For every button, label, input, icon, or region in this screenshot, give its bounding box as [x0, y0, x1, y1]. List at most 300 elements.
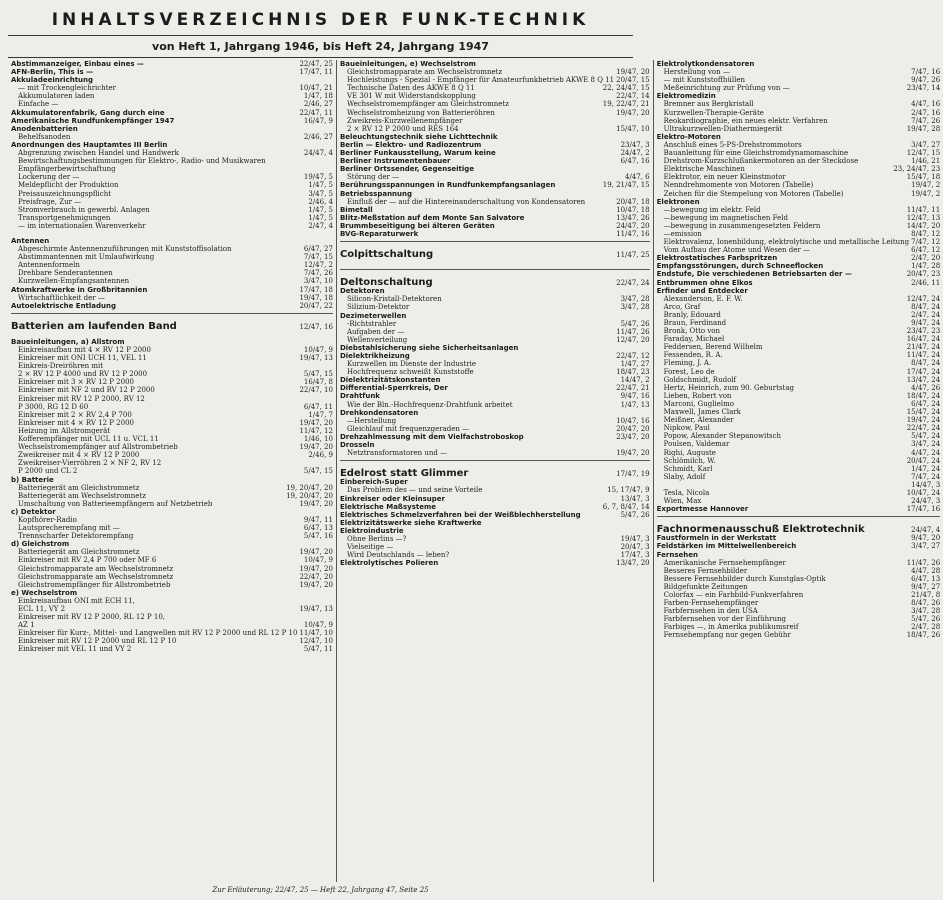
index-heading — [340, 287, 650, 295]
entry-reference: 9/47, 27 — [911, 582, 941, 591]
entry-text: Amerikanische Fernsehempfänger — [663, 558, 786, 567]
index-column-3 — [654, 60, 943, 882]
entry-reference: 14/47, 2 — [620, 376, 650, 385]
entry-reference: 13/47, 26 — [616, 213, 650, 222]
entry-text: Exportmesse Hannover — [656, 505, 749, 514]
spacer — [11, 331, 333, 338]
index-subentry — [340, 535, 650, 543]
title-rule-top — [8, 35, 633, 36]
entry-text: Elektronen — [656, 197, 700, 206]
entry-reference: 12/47, 20 — [616, 335, 650, 344]
index-subentry — [340, 100, 650, 108]
entry-reference: 17/47, 16 — [906, 505, 941, 514]
entry-text: Besseres Fernsehbilder — [663, 566, 748, 575]
index-subentry — [657, 84, 941, 92]
index-heading — [657, 287, 941, 295]
entry-text: Behelfsanoden — [18, 132, 71, 141]
index-subentry — [657, 327, 941, 335]
index-subentry — [657, 246, 941, 254]
entry-text: Lautsprecherempfang mit — — [18, 524, 120, 533]
entry-reference: 19/47, 18 — [299, 293, 333, 302]
index-subentry — [657, 384, 941, 392]
entry-text: Kofferempfänger mit UCL 11 u. VCL 11 — [18, 435, 159, 444]
entry-text: — mit Trockengleichrichter — [18, 84, 117, 93]
index-subentry — [657, 368, 941, 376]
entry-text: —bewegung in zusammengesetzten Feldern — [663, 221, 821, 230]
index-heading — [657, 92, 941, 100]
index-subentry — [340, 360, 650, 368]
entry-text: Kurzwellen im Dienste der Industrie — [346, 360, 477, 369]
entry-text: —Herstellung — [346, 416, 397, 425]
entry-reference: 2/47, 28 — [911, 623, 941, 632]
entry-text: Drehkondensatoren — [339, 408, 419, 417]
index-heading — [340, 157, 650, 165]
entry-reference: 8/47, 12 — [911, 229, 941, 238]
index-subentry — [11, 411, 333, 419]
entry-reference: 22/47, 12 — [616, 352, 650, 360]
entry-reference: 10/47, 21 — [299, 84, 333, 93]
index-heading — [11, 76, 333, 84]
index-heading — [11, 302, 333, 310]
index-subentry — [657, 376, 941, 384]
entry-reference: 3/47, 5 — [308, 189, 333, 198]
index-subentry — [657, 303, 941, 311]
entry-reference: 1/47, 5 — [308, 213, 333, 222]
entry-text: Trennscharfer Detektorempfang — [18, 532, 134, 541]
index-heading — [340, 519, 650, 527]
entry-reference: 19/47, 20 — [299, 564, 333, 573]
entry-text: Drehzahlmessung mit dem Vielfachstroboskop — [339, 432, 524, 441]
entry-text: Dielektrizitätskonstanten — [339, 376, 441, 385]
entry-text: Differential-Sperrkreis, Der — [339, 384, 448, 393]
index-heading — [340, 141, 650, 149]
entry-text: Zweikreiser-Vierröhren 2 × NF 2, RV 12 — [18, 459, 162, 468]
index-heading — [657, 526, 941, 534]
index-subentry — [11, 100, 333, 108]
entry-text: Feldstärken im Mittelwellenbereich — [656, 542, 797, 551]
entry-reference: 11/47, 10 — [299, 629, 333, 638]
entry-reference: 23, 24/47, 23 — [893, 165, 941, 174]
index-subentry — [11, 395, 333, 403]
entry-text: Gleichstromapparate am Wechselstromnetz — [18, 564, 174, 573]
index-subentry — [11, 629, 333, 637]
entry-reference: 6/47, 12 — [911, 246, 941, 255]
entry-text: Berührungsspannungen in Rundfunkempfangsanlagen — [339, 181, 556, 190]
entry-reference: 3/47, 24 — [911, 440, 941, 449]
entry-text: Colorfax — ein Farbbild-Funkverfahren — [663, 591, 804, 599]
entry-reference: 22, 24/47, 15 — [602, 84, 650, 93]
index-subentry — [340, 125, 650, 133]
index-subentry — [11, 621, 333, 629]
entry-text: Gleichstromapparate am Wechselstromnetz — [346, 68, 503, 77]
entry-reference: 19/47, 13 — [299, 605, 333, 613]
index-heading — [11, 68, 333, 76]
entry-reference: 20/47, 22 — [299, 301, 333, 310]
index-heading — [657, 262, 941, 270]
entry-text: Empfangsstörungen, durch Schneeflocken — [656, 262, 824, 271]
entry-text: Anodenbatterien — [11, 124, 78, 133]
entry-reference: 17/47, 24 — [906, 367, 941, 376]
entry-reference: 17/47, 19 — [616, 470, 650, 479]
index-subentry — [11, 133, 333, 141]
index-subentry — [11, 467, 333, 475]
entry-reference: 13/47, 24 — [906, 375, 941, 384]
entry-text: Akkuladeeinrichtung — [11, 76, 94, 85]
entry-reference: 3/47, 10 — [303, 277, 333, 286]
index-heading — [657, 270, 941, 278]
entry-reference: 9/47, 20 — [911, 534, 941, 543]
entry-text: Elektrisches Schmelzverfahren bei der Weißblechherstellung — [339, 510, 581, 519]
index-subentry — [340, 173, 650, 181]
entry-text: Einkreiser mit RV 12 P 2000 und RL 12 P 10 — [18, 637, 177, 646]
entry-text: Popow, Alexander Stepanowitsch — [663, 432, 782, 441]
index-subentry — [11, 532, 333, 540]
index-subentry — [340, 76, 650, 84]
index-subentry — [11, 516, 333, 524]
entry-reference: 7/47, 16 — [911, 68, 941, 77]
entry-reference: 2/47, 20 — [911, 254, 941, 263]
index-subentry — [11, 419, 333, 427]
index-subentry — [340, 449, 650, 457]
entry-reference: 19/47, 20 — [299, 418, 333, 427]
entry-text: Einkreiser oder Kleinsuper — [339, 494, 445, 503]
index-heading — [11, 338, 333, 346]
entry-reference: 10/47, 9 — [303, 621, 333, 630]
index-subentry — [11, 149, 333, 157]
index-subentry — [11, 245, 333, 253]
index-subentry — [657, 567, 941, 575]
index-heading — [340, 352, 650, 360]
entry-reference: 19, 20/47, 20 — [286, 483, 333, 492]
entry-text: Elektrizitätswerke siehe Kraftwerke — [339, 518, 482, 527]
index-heading — [11, 286, 333, 294]
entry-text: 2 × RV 12 P 4000 und RV 12 P 2000 — [18, 370, 148, 379]
entry-text: Berlin — Elektro- und Radiozentrum — [339, 140, 482, 149]
entry-text: Elektrische Maschinen — [663, 165, 745, 174]
entry-text: Abstimmantennen mit Umlaufwirkung — [18, 253, 155, 262]
index-subentry — [340, 543, 650, 551]
entry-text: Fachnormenausschuß Elektrotechnik — [656, 524, 865, 536]
index-subentry — [657, 440, 941, 448]
entry-text: Farbfernsehen vor der Einführung — [663, 615, 786, 624]
index-subentry — [11, 556, 333, 564]
index-heading — [11, 540, 333, 548]
entry-text: Edelrost statt Glimmer — [339, 468, 469, 480]
entry-reference: 5/47, 15 — [303, 467, 333, 476]
entry-reference: 8/47, 24 — [911, 359, 941, 368]
index-heading — [657, 505, 941, 513]
index-subentry — [657, 141, 941, 149]
index-heading — [11, 476, 333, 484]
entry-text: Wird Deutschlands — leben? — [346, 551, 450, 560]
entry-reference: 1/47, 13 — [620, 400, 650, 409]
entry-reference: 1/47, 5 — [308, 205, 333, 214]
index-heading — [657, 133, 941, 141]
index-heading — [340, 279, 650, 287]
index-subentry — [11, 173, 333, 181]
entry-text: -Richtstrahler — [346, 319, 397, 328]
index-subentry — [11, 222, 333, 230]
entry-reference: 15/47, 18 — [906, 173, 941, 182]
entry-text: Arco, Graf — [663, 302, 701, 311]
entry-text: Ohne Berlins —? — [346, 534, 407, 543]
entry-reference: 24/47, 2 — [620, 149, 650, 158]
index-subentry — [340, 84, 650, 92]
entry-text: Abgeschirmte Antennenzuführungen mit Kunststoffisolation — [18, 245, 232, 254]
index-subentry — [657, 76, 941, 84]
entry-reference: 19/47, 13 — [299, 354, 333, 363]
index-title: INHALTSVERZEICHNIS DER FUNK-TECHNIK — [51, 10, 590, 30]
entry-reference: 21/47, 8 — [911, 591, 941, 599]
entry-text: Blitz-Meßstation auf dem Monte San Salvatore — [339, 213, 525, 222]
entry-reference: 19, 22/47, 21 — [602, 100, 650, 109]
entry-reference: 4/47, 26 — [911, 383, 941, 392]
entry-text: Wechselstromempfänger am Gleichstromnetz — [346, 100, 509, 109]
index-subentry — [340, 336, 650, 344]
entry-reference: 9/47, 16 — [620, 392, 650, 401]
entry-text: Anschluß eines 5-PS-Drehstrommotors — [663, 140, 802, 149]
entry-text: Einkreiser mit NF 2 und RV 12 P 2000 — [18, 386, 155, 395]
entry-text: Meißner, Alexander — [663, 416, 734, 425]
entry-text: Einbereich-Super — [339, 478, 408, 487]
entry-reference: 20/47, 18 — [616, 197, 650, 206]
index-subentry — [657, 68, 941, 76]
index-heading — [340, 230, 650, 238]
entry-text: Abgrenzung zwischen Handel und Handwerk — [18, 149, 179, 158]
entry-text: Einkreiser mit 3 × RV 12 P 2000 — [18, 378, 134, 387]
entry-reference: 9/47, 26 — [911, 76, 941, 85]
entry-reference: 9/47, 11 — [303, 515, 333, 524]
index-subentry — [11, 548, 333, 556]
index-subentry — [340, 486, 650, 494]
entry-text: Diebstahlsicherung siehe Sicherheitsanlagen — [339, 343, 519, 352]
index-subentry — [11, 181, 333, 189]
entry-reference: 17/47, 11 — [299, 68, 333, 77]
index-heading — [340, 433, 650, 441]
index-subtitle: von Heft 1, Jahrgang 1946, bis Heft 24, Jahrgang 1947 — [152, 40, 489, 53]
index-subentry — [657, 222, 941, 230]
entry-reference: 4/47, 28 — [911, 566, 941, 575]
index-heading — [340, 60, 650, 68]
entry-reference: 15/47, 10 — [616, 124, 650, 133]
entry-text: Braun, Ferdinand — [663, 319, 727, 327]
entry-reference: 21/47, 24 — [906, 343, 941, 352]
entry-reference: 22/47, 20 — [299, 572, 333, 581]
entry-reference: 8/47, 24 — [911, 302, 941, 311]
entry-reference: 12/47, 10 — [299, 637, 333, 646]
entry-reference: 19/47, 5 — [303, 173, 333, 182]
entry-text: Kurzwellen-Therapie-Geräte — [663, 108, 764, 117]
entry-text: Heizung im Allstromgerät — [18, 426, 111, 435]
index-subentry — [657, 165, 941, 173]
entry-reference: 1/47, 7 — [308, 410, 333, 419]
index-subentry — [340, 417, 650, 425]
entry-text: Drehbare Senderantennen — [18, 269, 113, 278]
entry-text: Fessenden, R. A. — [663, 351, 723, 360]
index-heading — [657, 534, 941, 542]
entry-reference: 9/47, 24 — [911, 319, 941, 327]
entry-text: Zweikreiser mit 4 × RV 12 P 2000 — [18, 451, 140, 460]
entry-reference: 16/47, 9 — [303, 116, 333, 125]
entry-text: Vom Aufbau der Atome und Wesen der — — [663, 246, 810, 255]
entry-text: Drehstrom-Kurzschlußankermotoren an der Steckdose — [663, 157, 859, 166]
entry-reference: 22/47, 11 — [299, 108, 333, 117]
index-subentry — [11, 386, 333, 394]
entry-reference: 3/47, 27 — [911, 542, 941, 551]
index-subentry — [11, 294, 333, 302]
entry-reference: 10/47, 16 — [616, 416, 650, 425]
index-subentry — [657, 416, 941, 424]
index-subentry — [11, 403, 333, 411]
entry-text: Einkreiser mit 2 × RV 2,4 P 700 — [18, 410, 132, 419]
index-heading — [340, 384, 650, 392]
entry-text: Berliner Ortssender, Gegenseitige — [339, 165, 475, 174]
entry-text: Deltonschaltung — [339, 277, 433, 289]
index-heading — [340, 214, 650, 222]
entry-text: e) Wechselstrom — [11, 588, 78, 597]
entry-text: Elektroindustrie — [339, 526, 404, 535]
entry-text: Elektro-Motoren — [656, 132, 721, 141]
entry-text: Righi, Auguste — [663, 448, 716, 457]
entry-reference: 6/47, 16 — [620, 157, 650, 166]
section-divider — [340, 460, 650, 461]
index-heading — [340, 503, 650, 511]
index-subentry — [657, 351, 941, 359]
entry-text: Maxwell, James Clark — [663, 408, 741, 417]
entry-reference: 20/47, 3 — [620, 543, 650, 552]
index-subentry — [657, 238, 941, 246]
entry-text: BVG-Reparaturwerk — [339, 229, 419, 238]
index-subentry — [11, 459, 333, 467]
entry-text: Atomkraftwerke in Großbritannien — [11, 285, 148, 294]
title-rule-bottom — [8, 57, 633, 58]
entry-reference: 19/47, 20 — [299, 443, 333, 452]
index-subentry — [340, 368, 650, 376]
index-heading — [340, 312, 650, 320]
entry-reference: 1/47, 24 — [911, 464, 941, 473]
index-heading — [11, 237, 333, 245]
entry-text: Wien, Max — [663, 497, 702, 506]
footer-note: Zur Erläuterung; 22/47, 25 — Heft 22, Jahrgang 47, Seite 25 — [212, 886, 429, 894]
entry-reference: 24/47, 4 — [303, 149, 333, 158]
index-heading — [657, 551, 941, 559]
index-subentry — [657, 157, 941, 165]
entry-text: Silizium-Detektor — [346, 303, 410, 312]
index-subentry — [657, 206, 941, 214]
index-subentry — [340, 117, 650, 125]
index-heading — [340, 165, 650, 173]
index-subentry — [340, 425, 650, 433]
entry-text: Einkreiser mit ONI UCH 11, VEL 11 — [18, 354, 147, 363]
entry-text: Berliner Instrumentenbauer — [339, 157, 451, 166]
index-heading — [11, 109, 333, 117]
entry-text: Farbfernsehen in den USA — [663, 607, 758, 616]
index-heading — [340, 133, 650, 141]
entry-reference: 7/47, 15 — [303, 253, 333, 262]
index-subentry — [11, 500, 333, 508]
entry-reference: 23/47, 20 — [616, 432, 650, 441]
index-subentry — [657, 631, 941, 639]
entry-text: Meldepflicht der Produktion — [18, 181, 119, 190]
index-subentry — [11, 427, 333, 435]
entry-reference: 23/47, 14 — [906, 84, 941, 93]
entry-reference: 10/47, 9 — [303, 346, 333, 354]
entry-reference: 18/47, 23 — [616, 368, 650, 377]
entry-text: Hochfrequenz schweißt Kunststoffe — [346, 368, 474, 377]
entry-reference: 20/47, 15 — [616, 76, 650, 85]
entry-reference: 1/47, 18 — [303, 92, 333, 101]
entry-text: Brummbeseitigung bei älteren Geräten — [339, 221, 495, 230]
entry-reference: 14/47, 20 — [906, 221, 941, 230]
index-subentry — [340, 198, 650, 206]
entry-text: Elektrolytisches Polieren — [339, 559, 439, 568]
index-subentry — [11, 378, 333, 386]
entry-text: Fernsehen — [656, 550, 698, 559]
entry-text: Batteriegerät am Wechselstromnetz — [18, 491, 146, 500]
index-subentry — [657, 481, 941, 489]
index-subentry — [11, 346, 333, 354]
index-subentry — [657, 489, 941, 497]
entry-reference: 23/47, 3 — [620, 140, 650, 149]
index-heading — [11, 141, 333, 149]
entry-reference: 12/47, 24 — [906, 294, 941, 303]
entry-reference: 19/47, 20 — [299, 499, 333, 508]
index-subentry — [340, 328, 650, 336]
index-subentry — [11, 92, 333, 100]
entry-text: Dezimeterwellen — [339, 311, 407, 320]
entry-reference: 6/47, 24 — [911, 399, 941, 408]
index-subentry — [657, 125, 941, 133]
entry-reference: 11/47, 26 — [616, 327, 650, 336]
index-subentry — [11, 370, 333, 378]
entry-reference: 4/47, 6 — [625, 173, 650, 182]
entry-text: Fleming, J. A. — [663, 359, 712, 368]
entry-text: Gleichstromempfänger für Allstrombetrieb — [18, 580, 171, 589]
entry-text: Endstufe, Die verschiedenen Betriebsarten der — — [656, 270, 852, 279]
index-subentry — [657, 408, 941, 416]
index-subentry — [657, 109, 941, 117]
entry-text: Einkreis-Dreiröhren mit — [18, 362, 104, 371]
entry-text: Einkreisaufbau ONI mit ECH 11, — [18, 596, 135, 605]
spacer — [11, 230, 333, 237]
index-subentry — [11, 613, 333, 621]
entry-reference: 2/46, 11 — [911, 278, 941, 287]
entry-text: Bessere Fernsehbilder durch Kunstglas-Optik — [663, 574, 826, 583]
entry-text: Bimetall — [339, 205, 373, 214]
index-heading — [340, 344, 650, 352]
entry-text: Technische Daten des AKWE 8 Q 11 — [346, 84, 475, 93]
entry-text: Elektrovalenz, Ionenbildung, elektrolytische und metallische Leitung — [663, 238, 910, 247]
entry-text: Einkreisaufbau mit 4 × RV 12 P 2000 — [18, 346, 151, 354]
entry-text: Baueinleitungen, e) Wechselstrom — [339, 60, 476, 68]
entry-text: Einkreiser für Kurz-, Mittel- und Langwellen mit RV 12 P 2000 und RL 12 P 10 — [18, 629, 298, 638]
index-heading — [340, 511, 650, 519]
entry-reference: 2/47, 24 — [911, 310, 941, 319]
entry-text: —emission — [663, 229, 702, 238]
entry-text: Batteriegerät am Gleichstromnetz — [18, 483, 140, 492]
index-heading — [340, 409, 650, 417]
index-heading — [340, 149, 650, 157]
index-subentry — [657, 230, 941, 238]
entry-reference: 16/47, 24 — [906, 335, 941, 344]
index-subentry — [657, 559, 941, 567]
index-heading — [657, 279, 941, 287]
index-subentry — [657, 497, 941, 505]
index-subentry — [657, 149, 941, 157]
index-subentry — [11, 645, 333, 653]
index-subentry — [657, 615, 941, 623]
entry-text: Bildgefunkte Zeitungen — [663, 582, 748, 591]
